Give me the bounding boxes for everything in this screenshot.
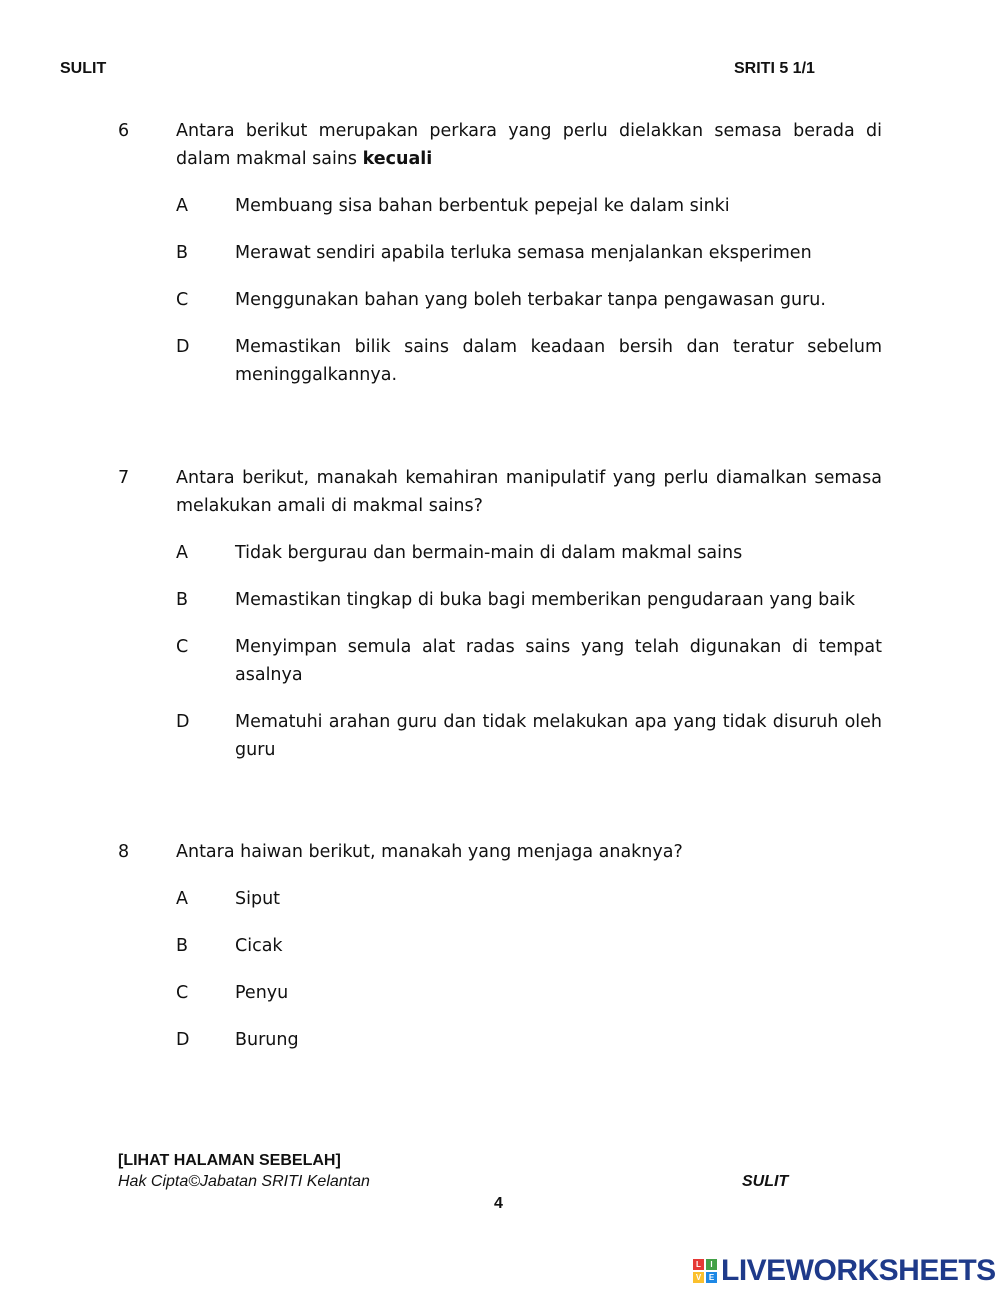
option-text: Memastikan tingkap di buka bagi memberikan pengudaraan yang baik (235, 590, 856, 610)
option-text: Tidak bergurau dan bermain-main di dalam makmal sains (235, 543, 743, 563)
logo-tile-l: L (692, 1258, 705, 1271)
question-number: 6 (118, 121, 130, 141)
option-letter: C (176, 290, 189, 310)
logo-tile-v: V (692, 1271, 705, 1284)
option-a[interactable] (176, 885, 882, 913)
footer-see-next: [LIHAT HALAMAN SEBELAH] (118, 1152, 341, 1169)
option-letter: D (176, 712, 190, 732)
option-letter: A (176, 196, 188, 216)
option-text: Burung (235, 1030, 299, 1050)
option-text: Menggunakan bahan yang boleh terbakar tanpa pengawasan guru. (235, 290, 826, 310)
liveworksheets-icon (692, 1258, 718, 1284)
question-6 (118, 117, 882, 389)
question-emphasis: kecuali (362, 149, 433, 169)
option-letter: B (176, 243, 189, 263)
option-text: Siput (235, 889, 281, 909)
logo-tile-e: E (705, 1271, 718, 1284)
question-number: 7 (118, 468, 130, 488)
question-text: Antara berikut merupakan perkara yang perlu dielakkan semasa berada di dalam makmal sains kecuali (176, 121, 882, 169)
question-text: Antara berikut, manakah kemahiran manipulatif yang perlu diamalkan semasa melakukan amali di makmal sains? (176, 468, 882, 516)
liveworksheets-logo (692, 1254, 996, 1288)
option-b[interactable] (176, 586, 882, 614)
option-c[interactable] (176, 979, 882, 1007)
option-text: Merawat sendiri apabila terluka semasa menjalankan eksperimen (235, 243, 812, 263)
option-letter: A (176, 889, 188, 909)
footer-sulit: SULIT (742, 1173, 789, 1190)
option-text: Cicak (235, 936, 283, 956)
option-b[interactable] (176, 932, 882, 960)
option-text: Penyu (235, 983, 289, 1003)
option-d[interactable] (176, 708, 882, 764)
option-d[interactable] (176, 1026, 882, 1054)
option-text: Menyimpan semula alat radas sains yang telah digunakan di tempat asalnya (235, 637, 882, 685)
question-7 (118, 464, 882, 764)
option-a[interactable] (176, 539, 882, 567)
question-text: Antara haiwan berikut, manakah yang menjaga anaknya? (176, 842, 683, 862)
option-letter: D (176, 337, 190, 357)
option-text: Membuang sisa bahan berbentuk pepejal ke dalam sinki (235, 196, 730, 216)
option-a[interactable] (176, 192, 882, 220)
logo-tile-i: I (705, 1258, 718, 1271)
option-letter: B (176, 936, 189, 956)
question-number: 8 (118, 842, 130, 862)
option-c[interactable] (176, 633, 882, 689)
option-b[interactable] (176, 239, 882, 267)
option-letter: C (176, 983, 189, 1003)
option-c[interactable] (176, 286, 882, 314)
header-code: SRITI 5 1/1 (734, 60, 815, 77)
option-letter: A (176, 543, 188, 563)
footer-copyright: Hak Cipta©Jabatan SRITI Kelantan (118, 1173, 370, 1190)
option-letter: C (176, 637, 189, 657)
option-letter: D (176, 1030, 190, 1050)
option-d[interactable] (176, 333, 882, 389)
option-letter: B (176, 590, 189, 610)
question-8 (118, 838, 882, 1054)
option-text: Mematuhi arahan guru dan tidak melakukan apa yang tidak disuruh oleh guru (235, 712, 882, 760)
liveworksheets-wordmark: LIVEWORKSHEETS (721, 1254, 996, 1287)
page-number: 4 (494, 1195, 503, 1212)
option-text: Memastikan bilik sains dalam keadaan bersih dan teratur sebelum meninggalkannya. (235, 337, 882, 385)
header-sulit: SULIT (60, 60, 107, 77)
